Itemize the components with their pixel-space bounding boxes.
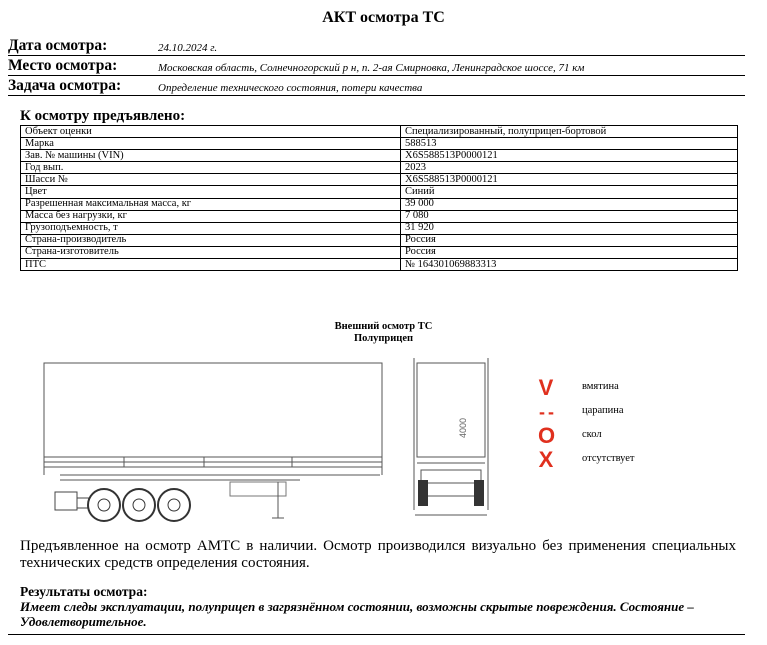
spec-label: Зав. № машины (VIN) [21, 150, 401, 162]
spec-label: Разрешенная максимальная масса, кг [21, 198, 401, 210]
inspection-task-row [8, 78, 745, 96]
inspection-note: Предъявленное на осмотр АМТС в наличии. Осмотр производился визуально без применения специальных технических средств определения состояния. [20, 538, 736, 571]
inspection-place-value: Московская область, Солнечногорский р н, п. 2-ая Смирновка, Ленинградское шоссе, 71 км [158, 62, 585, 74]
table-row [21, 126, 738, 138]
document-title: АКТ осмотра ТС [322, 9, 445, 26]
inspection-date-row [8, 38, 745, 56]
table-row [21, 246, 738, 258]
inspection-place-label: Место осмотра: [8, 57, 118, 74]
legend-label: скол [582, 429, 602, 440]
results-title: Результаты осмотра: [20, 584, 148, 599]
spec-label: Шасси № [21, 174, 401, 186]
section-title: К осмотру предъявлено: [20, 108, 186, 124]
spec-value: Россия [401, 246, 738, 258]
spec-value: 31 920 [401, 222, 738, 234]
spec-label: Марка [21, 138, 401, 150]
spec-value: X6S588513P0000121 [401, 174, 738, 186]
table-row [21, 138, 738, 150]
table-row [21, 234, 738, 246]
vehicle-spec-table [20, 125, 738, 271]
spec-value: 2023 [401, 162, 738, 174]
trailer-rear-body [417, 363, 485, 457]
missing-symbol-icon: X [538, 447, 554, 472]
spec-label: Грузоподъемность, т [21, 222, 401, 234]
legend-label: вмятина [582, 381, 619, 392]
spec-label: Масса без нагрузки, кг [21, 210, 401, 222]
spec-value: 588513 [401, 138, 738, 150]
table-row [21, 162, 738, 174]
results-text: Имеет следы эксплуатации, полуприцеп в загрязнённом состоянии, возможны скрытые повреждения. Состояние – Удовлетворительное. [20, 599, 694, 629]
spec-value: Специализированный, полуприцеп-бортовой [401, 126, 738, 138]
inspection-task-label: Задача осмотра: [8, 77, 122, 94]
spec-value: Синий [401, 186, 738, 198]
spec-label: Объект оценки [21, 126, 401, 138]
table-row [21, 186, 738, 198]
table-row [21, 174, 738, 186]
wheel [88, 489, 120, 521]
inspection-place-row [8, 58, 745, 76]
inspection-task-value: Определение технического состояния, потери качества [158, 82, 423, 94]
dent-symbol-icon: V [538, 375, 554, 400]
table-row [21, 198, 738, 210]
wheel [158, 489, 190, 521]
spec-value: X6S588513P0000121 [401, 150, 738, 162]
height-dimension: 4000 [458, 417, 468, 438]
external-inspection-title: Внешний осмотр ТС [334, 321, 433, 332]
table-row [21, 150, 738, 162]
legend-label: царапина [582, 405, 624, 416]
spec-value: № 164301069883313 [401, 259, 738, 271]
spec-value: Россия [401, 234, 738, 246]
external-inspection-heading [0, 321, 767, 345]
scratch-symbol-icon: - - [539, 402, 553, 422]
external-inspection-subtitle: Полуприцеп [353, 333, 414, 344]
inspection-date-value: 24.10.2024 г. [158, 42, 218, 54]
table-row [21, 210, 738, 222]
trailer-side-body [44, 363, 382, 457]
semitrailer-drawing [0, 350, 767, 535]
table-row [21, 259, 738, 271]
spec-value: 7 080 [401, 210, 738, 222]
inspection-date-label: Дата осмотра: [8, 37, 108, 54]
spec-label: Цвет [21, 186, 401, 198]
spec-label: Страна-изготовитель [21, 246, 401, 258]
bottom-divider [8, 634, 745, 635]
wheel [123, 489, 155, 521]
spec-label: Год вып. [21, 162, 401, 174]
spec-label: Страна-производитель [21, 234, 401, 246]
legend-label: отсутствует [582, 453, 635, 464]
table-row [21, 222, 738, 234]
chip-symbol-icon: O [538, 423, 556, 448]
spec-label: ПТС [21, 259, 401, 271]
spec-value: 39 000 [401, 198, 738, 210]
